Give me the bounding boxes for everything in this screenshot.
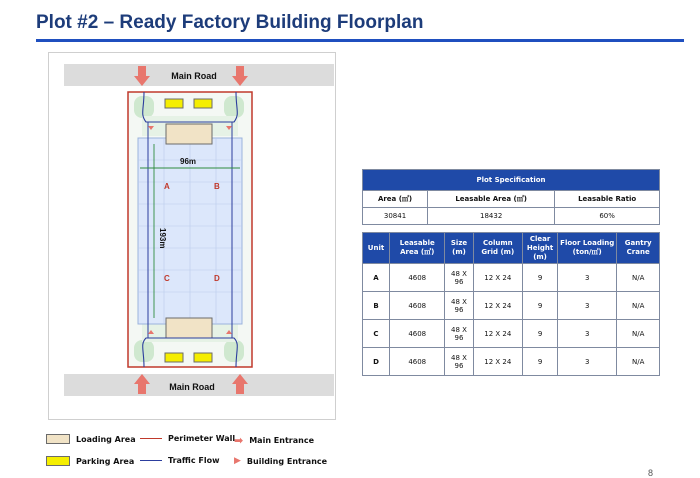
table-cell: 4608 (390, 264, 445, 292)
arrow-right-icon: ➡ (234, 434, 244, 447)
plot-specification-table (362, 169, 660, 225)
table-cell: 9 (523, 320, 558, 348)
table-cell: 48 X 96 (445, 292, 473, 320)
unit-label-b: B (214, 182, 220, 191)
table-cell: 9 (523, 348, 558, 376)
spec-header-leasable-ratio: Leasable Ratio (555, 191, 660, 208)
unit-label-a: A (164, 182, 170, 191)
unit-header: Leasable Area (㎡) (390, 233, 445, 264)
table-cell: N/A (617, 264, 660, 292)
table-cell: 48 X 96 (445, 320, 473, 348)
table-cell: B (363, 292, 390, 320)
unit-header: Clear Height (m) (523, 233, 558, 264)
table-cell: 12 X 24 (473, 320, 522, 348)
table-cell: A (363, 264, 390, 292)
page-number: 8 (648, 468, 654, 478)
parking-area (165, 353, 183, 362)
legend (46, 432, 346, 472)
table-cell: 48 X 96 (445, 348, 473, 376)
green-island (224, 96, 244, 118)
length-label: 193m (158, 228, 167, 249)
table-cell: 9 (523, 292, 558, 320)
table-row (363, 320, 660, 348)
unit-table (362, 232, 660, 376)
unit-header: Column Grid (m) (473, 233, 522, 264)
legend-item-perimeter-wall (140, 434, 235, 443)
table-row (363, 292, 660, 320)
floorplan-diagram (48, 52, 336, 420)
table-cell: 12 X 24 (473, 348, 522, 376)
table-row (363, 348, 660, 376)
table-cell: 3 (558, 320, 617, 348)
parking-area-swatch (46, 456, 70, 466)
table-cell: 3 (558, 348, 617, 376)
table-cell: N/A (617, 292, 660, 320)
table-cell: 48 X 96 (445, 264, 473, 292)
table-cell: N/A (617, 320, 660, 348)
unit-header: Unit (363, 233, 390, 264)
legend-label: Perimeter Wall (168, 434, 236, 443)
legend-label: Main Entrance (249, 436, 314, 445)
loading-area-bottom (166, 318, 212, 338)
table-cell: C (363, 320, 390, 348)
table-cell: D (363, 348, 390, 376)
unit-header: Gantry Crane (617, 233, 660, 264)
table-cell: 4608 (390, 348, 445, 376)
plot-specification-title: Plot Specification (363, 170, 660, 191)
page-title: Plot #2 – Ready Factory Building Floorplan (36, 12, 424, 33)
perimeter-wall-swatch (140, 438, 162, 439)
legend-item-traffic-flow (140, 456, 219, 465)
legend-label: Building Entrance (246, 456, 328, 466)
spec-value-leasable-area: 18432 (428, 208, 555, 225)
width-label: 96m (180, 157, 197, 166)
legend-item-main-entrance (234, 434, 314, 447)
unit-label-c: C (164, 274, 170, 283)
parking-area (194, 353, 212, 362)
unit-header: Size (m) (445, 233, 473, 264)
legend-label: Parking Area (76, 456, 135, 466)
green-island (224, 340, 244, 362)
spec-value-area: 30841 (363, 208, 428, 225)
spec-value-leasable-ratio: 60% (555, 208, 660, 225)
loading-area-top (166, 124, 212, 144)
unit-label-d: D (214, 274, 220, 283)
table-row (363, 264, 660, 292)
title-underline (36, 39, 684, 42)
table-cell: N/A (617, 348, 660, 376)
spec-header-leasable-area: Leasable Area (㎡) (428, 191, 555, 208)
spec-header-area: Area (㎡) (363, 191, 428, 208)
parking-area (194, 99, 212, 108)
triangle-icon: ▶ (234, 456, 241, 466)
parking-area (165, 99, 183, 108)
legend-item-loading-area (46, 434, 136, 444)
table-cell: 4608 (390, 320, 445, 348)
road-top-label: Main Road (171, 71, 217, 81)
table-cell: 12 X 24 (473, 264, 522, 292)
table-cell: 12 X 24 (473, 292, 522, 320)
legend-item-building-entrance (234, 456, 327, 466)
traffic-flow-swatch (140, 460, 162, 461)
table-cell: 4608 (390, 292, 445, 320)
loading-area-swatch (46, 434, 70, 444)
legend-label: Loading Area (76, 434, 136, 444)
unit-header: Floor Loading (ton/㎡) (558, 233, 617, 264)
table-cell: 3 (558, 264, 617, 292)
legend-label: Traffic Flow (168, 456, 220, 465)
table-cell: 3 (558, 292, 617, 320)
table-cell: 9 (523, 264, 558, 292)
road-bottom-label: Main Road (169, 382, 215, 392)
legend-item-parking-area (46, 456, 134, 466)
